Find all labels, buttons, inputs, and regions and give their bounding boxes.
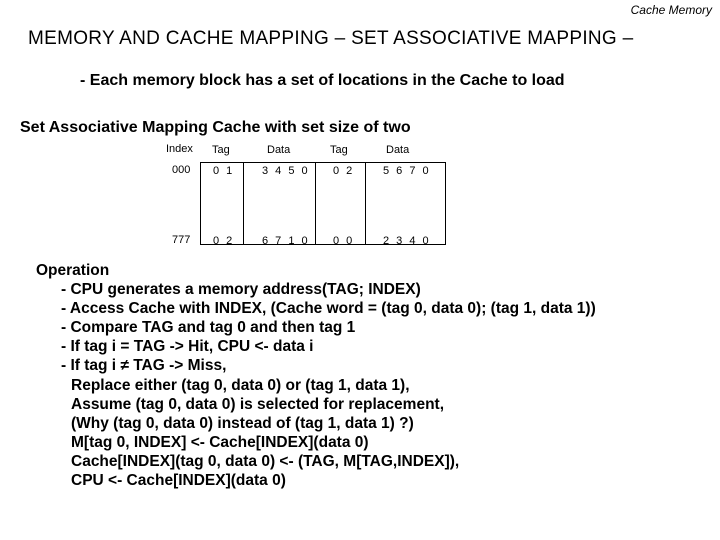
data-cell: 2 3 4 0 bbox=[383, 235, 431, 247]
grid-line bbox=[315, 162, 316, 245]
grid-line bbox=[200, 162, 446, 163]
tag-cell: 0 2 bbox=[333, 165, 355, 177]
data-cell: 3 4 5 0 bbox=[262, 165, 310, 177]
operation-substep: Replace either (tag 0, data 0) or (tag 1, data 1), bbox=[71, 376, 410, 394]
grid-line bbox=[200, 162, 201, 245]
grid-line bbox=[445, 162, 446, 245]
header-tag-0: Tag bbox=[212, 144, 230, 156]
tag-cell: 0 1 bbox=[213, 165, 235, 177]
header-data-0: Data bbox=[267, 144, 291, 156]
header-index: Index bbox=[166, 143, 193, 155]
data-cell: 5 6 7 0 bbox=[383, 165, 431, 177]
operation-step: - Compare TAG and tag 0 and then tag 1 bbox=[61, 319, 356, 337]
tag-cell: 0 2 bbox=[213, 235, 235, 247]
grid-line bbox=[243, 162, 244, 245]
operation-substep: Assume (tag 0, data 0) is selected for replacement, bbox=[71, 395, 444, 413]
bullet-text: - Each memory block has a set of locations in the Cache to load bbox=[80, 72, 565, 89]
operation-step: - Access Cache with INDEX, (Cache word = (tag 0, data 0); (tag 1, data 1)) bbox=[61, 300, 596, 318]
header-tag-1: Tag bbox=[330, 144, 348, 156]
operation-title: Operation bbox=[36, 262, 110, 279]
operation-substep: CPU <- Cache[INDEX](data 0) bbox=[71, 472, 286, 490]
header-data-1: Data bbox=[386, 144, 410, 156]
operation-substep: (Why (tag 0, data 0) instead of (tag 1, data 1) ?) bbox=[71, 414, 414, 432]
index-cell: 000 bbox=[172, 164, 191, 176]
section-heading: Set Associative Mapping Cache with set size of two bbox=[20, 119, 411, 136]
operation-step: - CPU generates a memory address(TAG; INDEX) bbox=[61, 281, 421, 299]
slide-title: MEMORY AND CACHE MAPPING – SET ASSOCIATIVE MAPPING – bbox=[28, 28, 634, 49]
operation-step: - If tag i = TAG -> Hit, CPU <- data i bbox=[61, 338, 314, 356]
operation-step: - If tag i ≠ TAG -> Miss, bbox=[61, 357, 227, 375]
grid-line bbox=[365, 162, 366, 245]
header-title: Cache Memory bbox=[630, 3, 712, 17]
operation-substep: Cache[INDEX](tag 0, data 0) <- (TAG, M[TAG,INDEX]), bbox=[71, 452, 460, 470]
index-cell: 777 bbox=[172, 234, 191, 246]
operation-substep: M[tag 0, INDEX] <- Cache[INDEX](data 0) bbox=[71, 433, 369, 451]
data-cell: 6 7 1 0 bbox=[262, 235, 310, 247]
operation-block bbox=[36, 261, 596, 490]
tag-cell: 0 0 bbox=[333, 235, 355, 247]
